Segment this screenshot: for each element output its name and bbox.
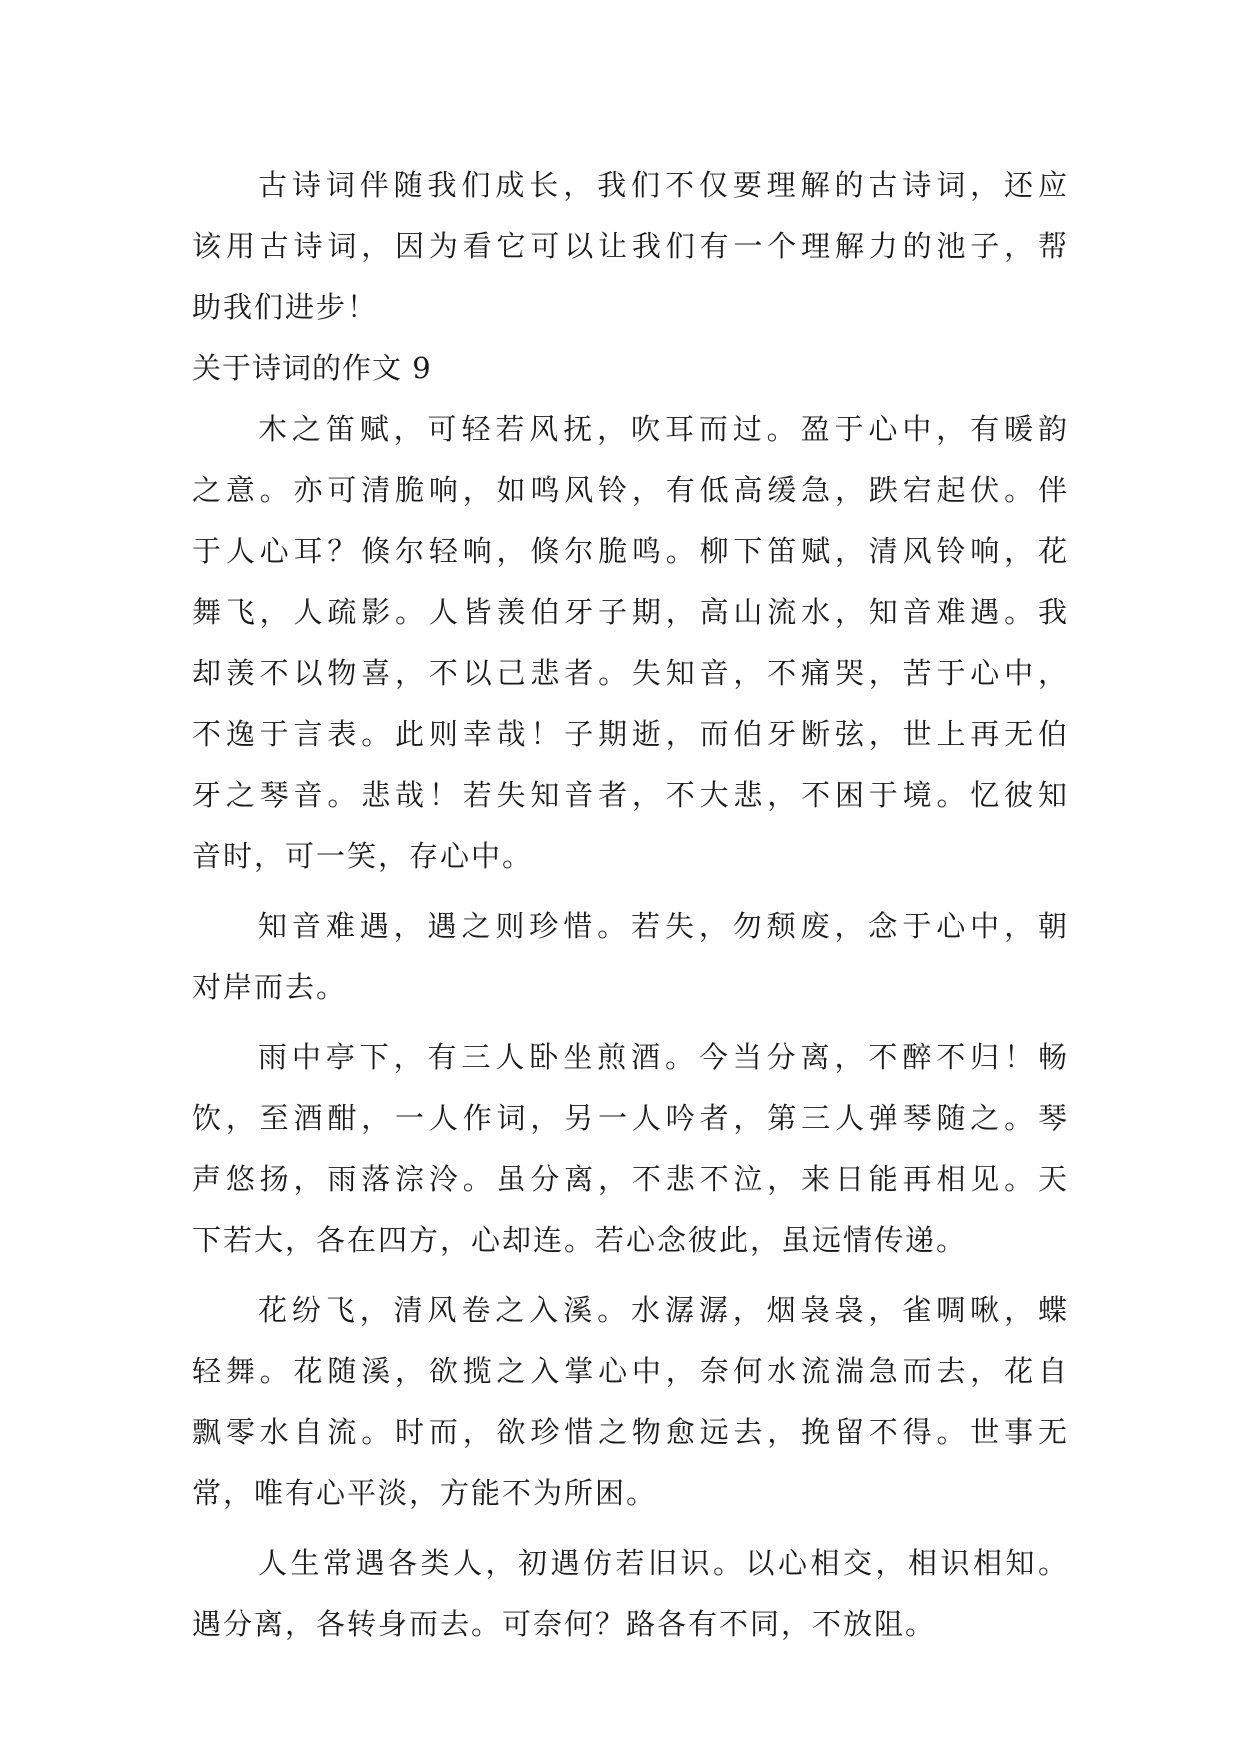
text-line: 该用古诗词，因为看它可以让我们有一个理解力的池子，帮 bbox=[192, 229, 1067, 263]
text-line: 下若大，各在四方，心却连。若心念彼此，虽远情传递。 bbox=[192, 1223, 968, 1257]
text-line: 木之笛赋，可轻若风抚，吹耳而过。盈于心中，有暖韵 bbox=[258, 412, 1067, 446]
text-line: 不逸于言表。此则幸哉！子期逝，而伯牙断弦，世上再无伯 bbox=[192, 717, 1067, 751]
section-heading: 关于诗词的作文 9 bbox=[192, 351, 432, 385]
text-line: 遇分离，各转身而去。可奈何？路各有不同，不放阻。 bbox=[192, 1607, 937, 1641]
text-line: 知音难遇，遇之则珍惜。若失，勿颓废，念于心中，朝 bbox=[258, 909, 1067, 943]
text-line: 古诗词伴随我们成长，我们不仅要理解的古诗词，还应 bbox=[258, 168, 1067, 202]
text-line: 助我们进步！ bbox=[192, 290, 379, 324]
text-line: 雨中亭下，有三人卧坐煎酒。今当分离，不醉不归！畅 bbox=[258, 1040, 1067, 1074]
text-line: 舞飞，人疏影。人皆羡伯牙子期，高山流水，知音难遇。我 bbox=[192, 595, 1067, 629]
text-line: 对岸而去。 bbox=[192, 970, 348, 1004]
text-line: 人生常遇各类人，初遇仿若旧识。以心相交，相识相知。 bbox=[258, 1546, 1067, 1580]
text-line: 却羡不以物喜，不以己悲者。失知音，不痛哭，苦于心中， bbox=[192, 656, 1067, 690]
document-page bbox=[192, 155, 1067, 1655]
text-line: 之意。亦可清脆响，如鸣风铃，有低高缓急，跌宕起伏。伴 bbox=[192, 473, 1067, 507]
text-line: 声悠扬，雨落淙泠。虽分离，不悲不泣，来日能再相见。天 bbox=[192, 1162, 1067, 1196]
text-line: 于人心耳？倏尔轻响，倏尔脆鸣。柳下笛赋，清风铃响，花 bbox=[192, 534, 1067, 568]
text-line: 飘零水自流。时而，欲珍惜之物愈远去，挽留不得。世事无 bbox=[192, 1415, 1067, 1449]
text-line: 牙之琴音。悲哉！若失知音者，不大悲，不困于境。忆彼知 bbox=[192, 778, 1067, 812]
text-line: 饮，至酒酣，一人作词，另一人吟者，第三人弹琴随之。琴 bbox=[192, 1101, 1067, 1135]
text-line: 音时，可一笑，存心中。 bbox=[192, 839, 534, 873]
text-line: 轻舞。花随溪，欲揽之入掌心中，奈何水流湍急而去，花自 bbox=[192, 1354, 1067, 1388]
text-line: 花纷飞，清风卷之入溪。水潺潺，烟袅袅，雀啁啾，蝶 bbox=[258, 1293, 1067, 1327]
text-line: 常，唯有心平淡，方能不为所困。 bbox=[192, 1476, 658, 1510]
